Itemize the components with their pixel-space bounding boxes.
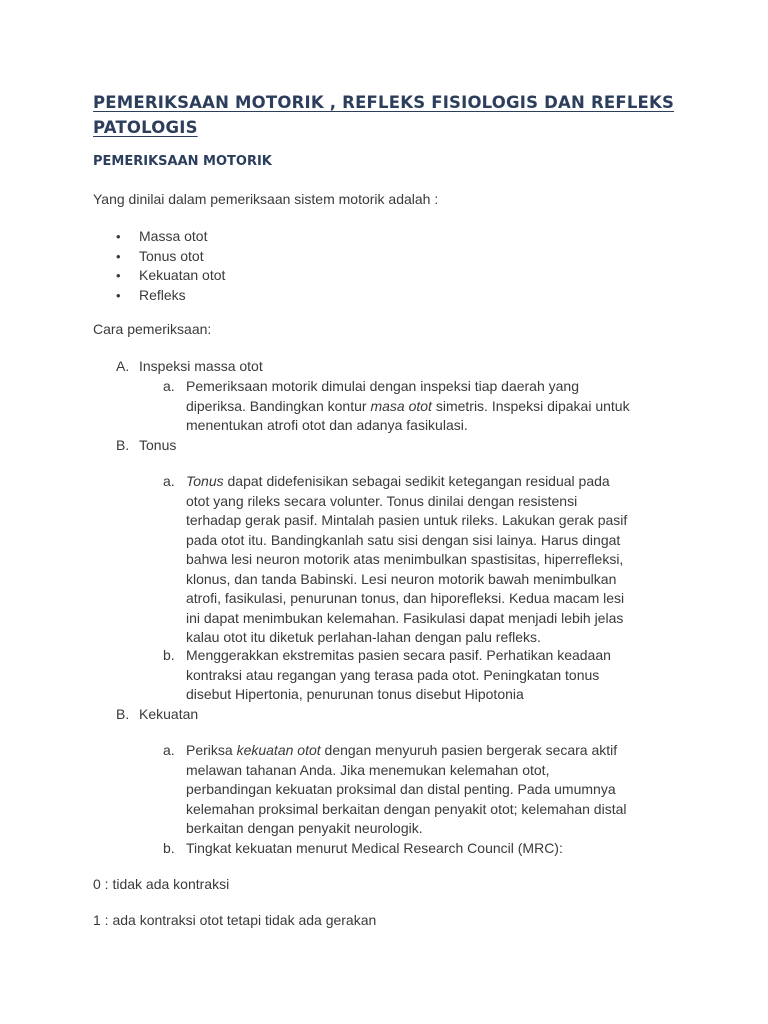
text-line: melawan tahanan Anda. Jika menemukan kelemahan otot, xyxy=(186,761,550,778)
text-line: kalau otot itu diketuk perlahan-lahan dengan palu refleks. xyxy=(186,629,541,645)
section-marker: B. xyxy=(116,437,130,453)
item-marker: b. xyxy=(163,840,175,856)
grade-line: 0 : tidak ada kontraksi xyxy=(93,876,230,892)
list-item: • Kekuatan otot xyxy=(93,266,225,286)
list-item: • Refleks xyxy=(93,286,225,306)
page-title-line-1: PEMERIKSAAN MOTORIK , REFLEKS FISIOLOGIS DAN REFLEKS xyxy=(93,93,675,112)
text-run: diperiksa. Bandingkan kontur xyxy=(186,397,371,414)
text-line xyxy=(186,741,686,761)
intro-paragraph: Yang dinilai dalam pemeriksaan sistem motorik adalah : xyxy=(93,191,439,207)
item-text xyxy=(186,741,686,839)
grade-line: 1 : ada kontraksi otot tetapi tidak ada gerakan xyxy=(93,912,377,928)
text-line: Tingkat kekuatan menurut Medical Research Council (MRC): xyxy=(186,840,563,856)
italic-term: Tonus xyxy=(186,473,224,489)
list-item: • Tonus otot xyxy=(93,247,225,267)
text-line: kontraksi atau regangan yang terasa pada otot. Peningkatan tonus xyxy=(186,666,600,683)
item-marker: a. xyxy=(163,473,175,489)
section-label: Kekuatan xyxy=(139,706,199,722)
italic-term: masa otot xyxy=(370,397,432,414)
text-line xyxy=(186,472,686,492)
text-run: dengan menyuruh pasien bergerak secara aktif xyxy=(320,742,618,758)
text-line xyxy=(186,397,686,417)
page-title xyxy=(93,90,693,140)
item-marker: b. xyxy=(163,647,175,663)
text-line: Menggerakkan ekstremitas pasien secara pasif. Perhatikan keadaan xyxy=(186,647,611,663)
text-line: perbandingan kekuatan proksimal dan distal penting. Pada umumnya xyxy=(186,781,616,797)
section-label: Tonus xyxy=(139,437,177,453)
item-text xyxy=(186,472,686,648)
section-marker: B. xyxy=(116,706,130,722)
text-run: dapat didefenisikan sebagai sedikit ketegangan residual pada xyxy=(223,473,610,489)
item-text xyxy=(186,377,686,436)
text-line: Pemeriksaan motorik dimulai dengan inspeksi tiap daerah yang xyxy=(186,378,579,394)
italic-term: kekuatan otot xyxy=(236,742,321,758)
text-line: ini dapat menimbukan kelemahan. Fasikulasi dapat menjadi lebih jelas xyxy=(186,609,624,626)
list-item: • Massa otot xyxy=(93,227,225,247)
section-heading: PEMERIKSAAN MOTORIK xyxy=(93,154,272,169)
text-line: otot yang rileks secara volunter. Tonus dinilai dengan resistensi xyxy=(186,492,578,509)
text-line: kelemahan proksimal berkaitan dengan penyakit otot; kelemahan distal xyxy=(186,800,627,817)
text-line: menentukan atrofi otot dan adanya fasikulasi. xyxy=(186,417,468,433)
section-label: Inspeksi massa otot xyxy=(139,358,263,374)
text-line: bahwa lesi neuron motorik atas menimbulkan spastisitas, hiperrefleksi, xyxy=(186,551,624,567)
section-marker: A. xyxy=(116,358,130,374)
text-line: pada otot itu. Bandingkanlah satu sisi dengan sisi lainya. Harus dingat xyxy=(186,531,621,548)
text-run: simetris. Inspeksi dipakai untuk xyxy=(431,397,630,414)
cara-paragraph: Cara pemeriksaan: xyxy=(93,321,212,337)
item-text xyxy=(186,646,686,705)
item-text xyxy=(186,839,686,859)
text-line: disebut Hipertonia, penurunan tonus disebut Hipotonia xyxy=(186,686,524,702)
bullet-list xyxy=(93,227,225,305)
text-line: atrofi, fasikulasi, penurunan tonus, dan hiporefleksi. Kedua macam lesi xyxy=(186,590,625,606)
item-marker: a. xyxy=(163,742,175,758)
text-line: terhadap gerak pasif. Mintalah pasien untuk rileks. Lakukan gerak pasif xyxy=(186,512,628,528)
text-line: klonus, dan tanda Babinski. Lesi neuron motorik bawah menimbulkan xyxy=(186,570,617,587)
page-title-line-2: PATOLOGIS xyxy=(93,118,198,137)
item-marker: a. xyxy=(163,378,175,394)
text-run: Periksa xyxy=(186,742,237,758)
text-line: berkaitan dengan penyakit neurologik. xyxy=(186,820,423,836)
